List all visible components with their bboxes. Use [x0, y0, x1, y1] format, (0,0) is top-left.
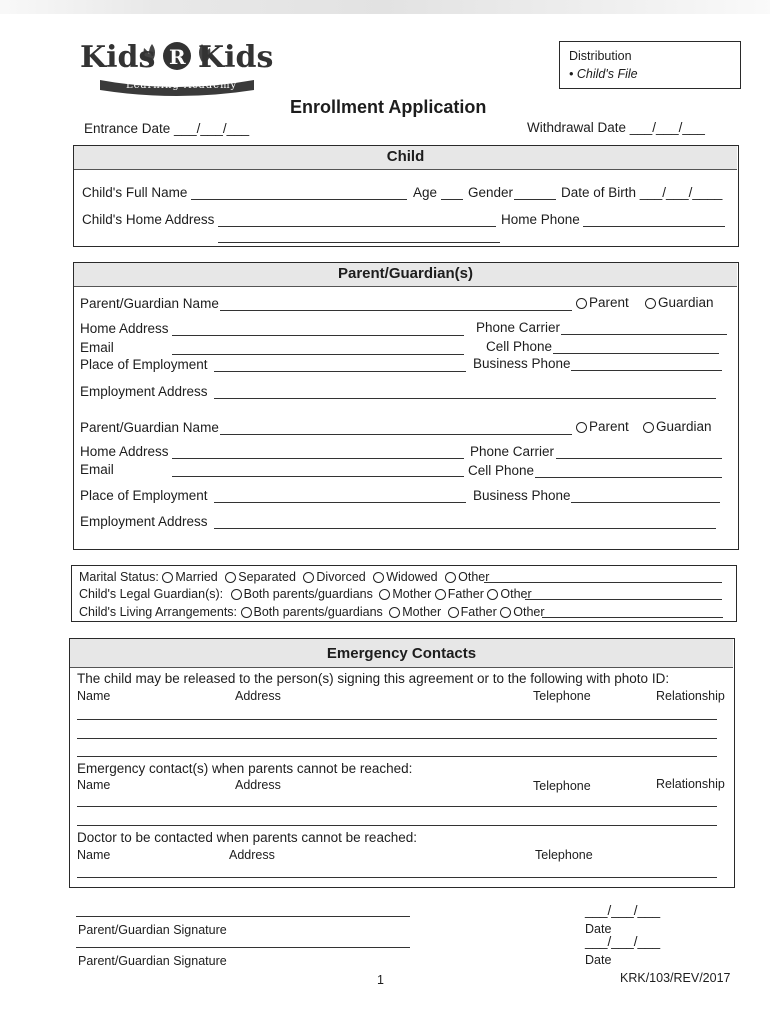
contacts-col-relationship: Relationship: [656, 777, 725, 791]
contacts-col-name: Name: [77, 778, 111, 792]
form-code: KRK/103/REV/2017: [620, 971, 731, 985]
child-home-address-field[interactable]: [218, 226, 496, 227]
parent1-guardian-label: Guardian: [658, 295, 714, 310]
parent1-email-field[interactable]: [172, 354, 464, 355]
form-title: Enrollment Application: [290, 97, 487, 117]
child-gender-field[interactable]: [514, 199, 556, 200]
married-label: Married: [175, 570, 218, 584]
parent2-email-label: Email: [80, 462, 114, 477]
separated-radio[interactable]: [225, 572, 236, 583]
living-father-label: Father: [460, 605, 497, 619]
parent2-home-address-label: Home Address: [80, 444, 169, 459]
signature-line-1[interactable]: [76, 916, 410, 917]
parent2-parent-option[interactable]: [576, 419, 629, 435]
contacts-col-telephone: Telephone: [533, 779, 591, 793]
logo-word-left: Kids: [80, 40, 156, 75]
contacts-col-address: Address: [235, 778, 281, 792]
doctor-col-name: Name: [77, 848, 111, 862]
marital-other-field[interactable]: [484, 582, 722, 583]
parent2-home-address-field[interactable]: [172, 458, 464, 459]
date-label-2: Date: [585, 953, 612, 967]
widowed-radio[interactable]: [373, 572, 384, 583]
child-age-field[interactable]: [441, 199, 463, 200]
legal-guardian-row: [79, 586, 532, 602]
legal-father-label: Father: [447, 587, 484, 601]
doctor-col-address: Address: [229, 848, 275, 862]
living-mother-label: Mother: [402, 605, 442, 619]
legal-other-field[interactable]: [525, 599, 722, 600]
release-col-name: Name: [77, 689, 111, 703]
scan-noise-strip: [0, 0, 770, 14]
parent1-employment-field[interactable]: [214, 371, 466, 372]
parent1-home-address-label: Home Address: [80, 321, 169, 336]
distribution-box: [559, 41, 741, 89]
parent2-email-field[interactable]: [172, 476, 464, 477]
legal-guardian-label: Child's Legal Guardian(s):: [79, 587, 224, 601]
marital-status-row: [79, 569, 489, 585]
legal-mother-radio[interactable]: [379, 589, 390, 600]
child-home-phone-label: Home Phone: [501, 212, 580, 227]
married-radio[interactable]: [162, 572, 173, 583]
living-arrangements-label: Child's Living Arrangements:: [79, 605, 238, 619]
widowed-label: Widowed: [386, 570, 438, 584]
parent1-parent-radio[interactable]: [576, 298, 587, 309]
legal-both-radio[interactable]: [231, 589, 242, 600]
date-blank-2[interactable]: ___/___/___: [585, 934, 661, 949]
living-both-label: Both parents/guardians: [253, 605, 383, 619]
parent1-home-address-field[interactable]: [172, 335, 464, 336]
parent2-guardian-option[interactable]: [643, 419, 712, 435]
separated-label: Separated: [238, 570, 296, 584]
legal-mother-label: Mother: [392, 587, 432, 601]
logo-word-right: Kids: [198, 40, 274, 75]
parent1-parent-option[interactable]: [576, 295, 629, 311]
parent1-cell-phone-field[interactable]: [553, 353, 719, 354]
signature-label-1: Parent/Guardian Signature: [78, 923, 227, 937]
parent1-employment-label: Place of Employment: [80, 357, 208, 372]
logo-letter: R: [169, 45, 186, 69]
child-age-label: Age: [413, 185, 438, 200]
child-home-phone-field[interactable]: [583, 226, 725, 227]
distribution-title: Distribution: [569, 49, 632, 63]
divorced-radio[interactable]: [303, 572, 314, 583]
child-full-name-label: Child's Full Name: [82, 185, 188, 200]
parent2-phone-carrier-label: Phone Carrier: [470, 444, 555, 459]
parent2-guardian-radio[interactable]: [643, 422, 654, 433]
legal-other-radio[interactable]: [487, 589, 498, 600]
parent1-name-label: Parent/Guardian Name: [80, 296, 219, 311]
release-col-address: Address: [235, 689, 281, 703]
release-text: The child may be released to the person(s) signing this agreement or to the following with photo ID:: [77, 671, 670, 686]
doctor-text: Doctor to be contacted when parents cannot be reached:: [77, 830, 417, 845]
parent-header: Parent/Guardian(s): [74, 263, 737, 287]
parent1-guardian-option[interactable]: [645, 295, 714, 311]
parent2-guardian-label: Guardian: [656, 419, 712, 434]
divorced-label: Divorced: [316, 570, 366, 584]
date-label-1: Date: [585, 922, 612, 936]
parent1-guardian-radio[interactable]: [645, 298, 656, 309]
child-gender-label: Gender: [468, 185, 514, 200]
parent2-phone-carrier-field[interactable]: [556, 458, 722, 459]
living-other-radio[interactable]: [500, 607, 511, 618]
parent1-phone-carrier-label: Phone Carrier: [476, 320, 561, 335]
marital-status-label: Marital Status:: [79, 570, 159, 584]
logo-subtitle: Learning Academy: [126, 80, 238, 91]
living-mother-radio[interactable]: [389, 607, 400, 618]
child-header: Child: [74, 146, 737, 170]
parent1-employment-address-label: Employment Address: [80, 384, 208, 399]
living-father-radio[interactable]: [448, 607, 459, 618]
parent2-employment-field[interactable]: [214, 502, 466, 503]
child-full-name-field[interactable]: [191, 199, 407, 200]
signature-label-2: Parent/Guardian Signature: [78, 954, 227, 968]
release-line-2[interactable]: [77, 738, 717, 739]
child-dob[interactable]: Date of Birth ___/___/____: [561, 185, 723, 200]
parent1-parent-label: Parent: [589, 295, 629, 310]
parent2-employment-address-field[interactable]: [214, 528, 716, 529]
parent1-email-label: Email: [80, 340, 114, 355]
logo: [80, 36, 275, 98]
legal-other-label: Other: [500, 587, 532, 601]
parent2-cell-phone-field[interactable]: [535, 477, 722, 478]
marital-other-radio[interactable]: [445, 572, 456, 583]
parent2-parent-label: Parent: [589, 419, 629, 434]
parent2-parent-radio[interactable]: [576, 422, 587, 433]
release-col-telephone: Telephone: [533, 689, 591, 703]
parent2-employment-label: Place of Employment: [80, 488, 208, 503]
living-other-label: Other: [513, 605, 545, 619]
page-number: 1: [377, 973, 384, 987]
parent2-business-phone-label: Business Phone: [473, 488, 571, 503]
marital-other-label: Other: [458, 570, 490, 584]
contacts-text: Emergency contact(s) when parents cannot be reached:: [77, 761, 413, 776]
contacts-line-2[interactable]: [77, 825, 717, 826]
living-arrangements-row: [79, 604, 545, 620]
emergency-header: Emergency Contacts: [70, 639, 733, 668]
doctor-line-1[interactable]: [77, 877, 717, 878]
release-line-1[interactable]: [77, 719, 717, 720]
doctor-col-telephone: Telephone: [535, 848, 593, 862]
legal-father-radio[interactable]: [435, 589, 446, 600]
contacts-line-1[interactable]: [77, 806, 717, 807]
legal-both-label: Both parents/guardians: [243, 587, 373, 601]
living-both-radio[interactable]: [241, 607, 252, 618]
parent2-name-label: Parent/Guardian Name: [80, 420, 219, 435]
entrance-date[interactable]: Entrance Date ___/___/___: [84, 121, 250, 136]
signature-line-2[interactable]: [76, 947, 410, 948]
parent2-name-field[interactable]: [220, 434, 572, 435]
child-home-address-field-2[interactable]: [218, 242, 500, 243]
parent1-cell-phone-label: Cell Phone: [486, 339, 553, 354]
child-home-address-label: Child's Home Address: [82, 212, 215, 227]
parent1-business-phone-field[interactable]: [571, 370, 722, 371]
living-other-field[interactable]: [542, 617, 723, 618]
date-blank-1[interactable]: ___/___/___: [585, 903, 661, 918]
parent1-phone-carrier-field[interactable]: [561, 334, 727, 335]
parent2-cell-phone-label: Cell Phone: [468, 463, 535, 478]
release-col-relationship: Relationship: [656, 689, 725, 703]
parent1-employment-address-field[interactable]: [214, 398, 716, 399]
distribution-item: • Child's File: [569, 67, 638, 81]
parent1-name-field[interactable]: [220, 310, 572, 311]
withdrawal-date[interactable]: Withdrawal Date ___/___/___: [527, 120, 705, 135]
parent2-business-phone-field[interactable]: [571, 502, 720, 503]
parent2-employment-address-label: Employment Address: [80, 514, 208, 529]
release-line-3[interactable]: [77, 756, 717, 757]
parent1-business-phone-label: Business Phone: [473, 356, 571, 371]
